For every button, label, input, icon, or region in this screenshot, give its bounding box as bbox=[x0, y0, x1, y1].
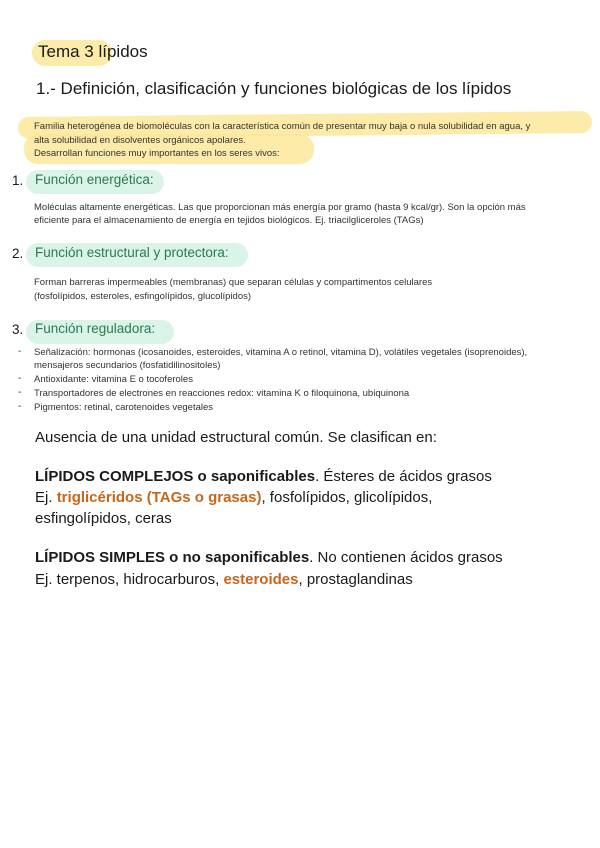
section-text: (fosfolípidos, esteroles, esfingolípidos, glucolípidos) bbox=[34, 291, 252, 302]
section-number: 2. bbox=[12, 246, 24, 261]
complex-ex-highlight: triglicéridos (TAGs o grasas) bbox=[56, 489, 262, 506]
section-title-reguladora: Función reguladora: bbox=[35, 321, 156, 336]
bullet-dash: - bbox=[18, 387, 22, 398]
simple-ex-prefix: Ej. terpenos, hidrocarburos, bbox=[35, 571, 224, 588]
section-title-energetica: Función energética: bbox=[35, 172, 154, 187]
simple-lipids-desc: . No contienen ácidos grasos bbox=[309, 549, 503, 566]
complex-lipids-desc: . Ésteres de ácidos grasos bbox=[315, 468, 492, 485]
bullet-item: Antioxidante: vitamina E o tocoferoles bbox=[34, 374, 193, 385]
simple-ex-rest: , prostaglandinas bbox=[298, 571, 413, 588]
bullet-dash: - bbox=[18, 346, 22, 357]
section-text: eficiente para el almacenamiento de energía en tejidos biológicos. Ej. triacilgliceroles (TAGs) bbox=[34, 215, 424, 226]
bullet-item: mensajeros secundarios (fosfatidilinositoles) bbox=[34, 360, 221, 371]
complex-ex-rest: , fosfolípidos, glicolípidos, bbox=[261, 489, 433, 506]
section-number: 3. bbox=[12, 322, 24, 337]
bullet-item: Señalización: hormonas (icosanoides, esteroides, vitamina A o retinol, vitamina D), volátiles vegetales (isoprenoides), bbox=[34, 347, 528, 358]
complex-examples-line bbox=[35, 489, 432, 506]
section-text: Moléculas altamente energéticas. Las que proporcionan más energía por gramo (hasta 9 kcal/gr). Son la opción más bbox=[34, 202, 526, 213]
classification-intro: Ausencia de una unidad estructural común. Se clasifican en: bbox=[35, 429, 437, 446]
complex-lipids-label: LÍPIDOS COMPLEJOS o saponificables bbox=[35, 468, 316, 485]
intro-line-3: Desarrollan funciones muy importantes en los seres vivos: bbox=[34, 148, 280, 159]
section-number: 1. bbox=[12, 173, 24, 188]
page-title: Tema 3 lípidos bbox=[38, 42, 148, 61]
complex-lipids-line bbox=[35, 468, 492, 485]
intro-line-1: Familia heterogénea de biomoléculas con la característica común de presentar muy baja o nula solubilidad en agua, y bbox=[34, 121, 531, 132]
simple-examples-line bbox=[35, 571, 413, 588]
complex-examples-line-2: esfingolípidos, ceras bbox=[35, 510, 172, 527]
simple-lipids-line bbox=[35, 549, 503, 566]
bullet-dash: - bbox=[18, 373, 22, 384]
simple-lipids-label: LÍPIDOS SIMPLES o no saponificables bbox=[35, 549, 310, 566]
complex-ex-prefix: Ej. bbox=[35, 489, 57, 506]
bullet-item: Transportadores de electrones en reacciones redox: vitamina K o filoquinona, ubiquinona bbox=[34, 388, 410, 399]
section-text: Forman barreras impermeables (membranas) que separan células y compartimentos celulares bbox=[34, 277, 433, 288]
intro-line-2: alta solubilidad en disolventes orgánicos apolares. bbox=[34, 135, 246, 146]
simple-ex-highlight: esteroides bbox=[223, 571, 299, 588]
bullet-item: Pigmentos: retinal, carotenoides vegetales bbox=[34, 402, 214, 413]
bullet-dash: - bbox=[18, 401, 22, 412]
section-title-estructural: Función estructural y protectora: bbox=[35, 245, 229, 260]
main-heading: 1.- Definición, clasificación y funciones biológicas de los lípidos bbox=[36, 79, 512, 98]
